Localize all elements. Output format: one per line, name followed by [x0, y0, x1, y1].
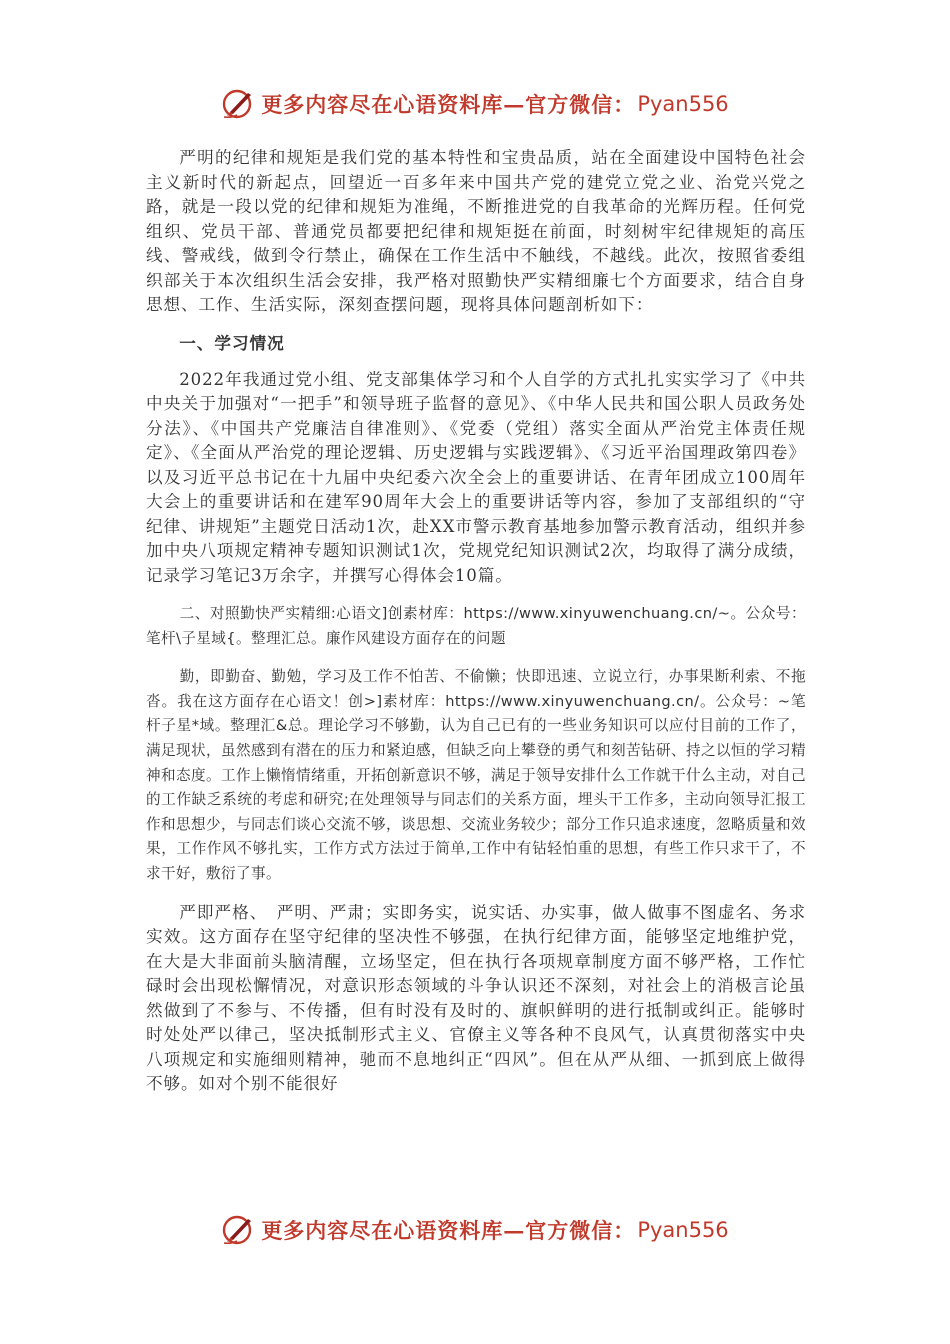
section-heading-issues: 二、对照勤快严实精细:心语文]创素材库：https://www.xinyuwenchuang.cn/~。公众号：笔杆\子星域{。整理汇总。廉作风建设方面存在的问题 [146, 605, 806, 647]
section-heading-study: 一、学习情况 [179, 333, 285, 353]
pen-logo-icon [221, 1213, 255, 1247]
header-banner [0, 82, 950, 126]
header-banner-wechat: Pyan556 [637, 92, 729, 116]
diligence-paragraph: 勤，即勤奋、勤勉，学习及工作不怕苦、不偷懒；快即迅速、立说立行，办事果断利索、不拖沓。我在这方面存在心语文！创>]素材库：https://www.xinyuwenchuang.cn/。公众号：~笔杆子星*域。整理汇&总。理论学习不够勤，认为自己已有的一些业务知识可以应付目前的工作了，满足现状，虽然感到有潜在的压力和紧迫感，但缺乏向上攀登的勇气和刻苦钻研、持之以恒的学习精神和态度。工作上懒惰情绪重，开拓创新意识不够，满足于领导安排什么工作就干什么主动，对自己的工作缺乏系统的考虑和研究;在处理领导与同志们的关系方面，埋头干工作多，主动向领导汇报工作和思想少，与同志们谈心交流不够，谈思想、交流业务较少；部分工作只追求速度，忽略质量和效果，工作作风不够扎实，工作方式方法过于简单,工作中有钻轻怕重的思想，有些工作只求干了，不求干好，敷衍了事。 [146, 668, 806, 882]
footer-banner-text: 更多内容尽在心语资料库—官方微信： [261, 1218, 636, 1243]
strictness-paragraph: 严即严格、 严明、严肃；实即务实，说实话、办实事，做人做事不图虚名、务求实效。这方面存在坚守纪律的坚决性不够强，在执行纪律方面，能够坚定地维护党，在大是大非面前头脑清醒，立场坚定，但在执行各项规章制度方面不够严格，工作忙碌时会出现松懈情况，对意识形态领域的斗争认识还不深刻，对社会上的消极言论虽然做到了不参与、不传播，但有时没有及时的、旗帜鲜明的进行抵制或纠正。能够时时处处严以律己，坚决抵制形式主义、官僚主义等各种不良风气，认真贯彻落实中央八项规定和实施细则精神，驰而不息地纠正“四风”。但在从严从细、一抓到底上做得不够。如对个别不能很好 [146, 902, 806, 1094]
pen-logo-icon [221, 87, 255, 121]
document-body [146, 146, 806, 1097]
study-paragraph: 2022年我通过党小组、党支部集体学习和个人自学的方式扎扎实实学习了《中共中央关于加强对“一把手”和领导班子监督的意见》、《中华人民共和国公职人员政务处分法》、《中国共产党廉洁自律准则》、《党委（党组）落实全面从严治党主体责任规定》、《全面从严治党的理论逻辑、历史逻辑与实践逻辑》、《习近平治国理政第四卷》以及习近平总书记在十九届中央纪委六次全会上的重要讲话、在青年团成立100周年大会上的重要讲话和在建军90周年大会上的重要讲话等内容，参加了支部组织的“守纪律、讲规矩”主题党日活动1次，赴XX市警示教育基地参加警示教育活动，组织并参加中央八项规定精神专题知识测试1次，党规党纪知识测试2次，均取得了满分成绩，记录学习笔记3万余字，并撰写心得体会10篇。 [146, 369, 806, 585]
footer-banner-inner [221, 1213, 728, 1247]
header-banner-text: 更多内容尽在心语资料库—官方微信： [261, 92, 636, 117]
footer-banner [0, 1208, 950, 1252]
intro-paragraph: 严明的纪律和规矩是我们党的基本特性和宝贵品质，站在全面建设中国特色社会主义新时代的新起点，回望近一百多年来中国共产党的建党立党之业、治党兴党之路，就是一段以党的纪律和规矩为准绳，不断推进党的自我革命的光辉历程。任何党组织、党员干部、普通党员都要把纪律和规矩挺在前面，时刻树牢纪律规矩的高压线、警戒线，做到令行禁止，确保在工作生活中不触线，不越线。此次，按照省委组织部关于本次组织生活会安排，我严格对照勤快严实精细廉七个方面要求，结合自身思想、工作、生活实际，深刻查摆问题，现将具体问题剖析如下： [146, 148, 806, 314]
header-banner-inner [221, 87, 728, 121]
footer-banner-wechat: Pyan556 [637, 1218, 729, 1242]
